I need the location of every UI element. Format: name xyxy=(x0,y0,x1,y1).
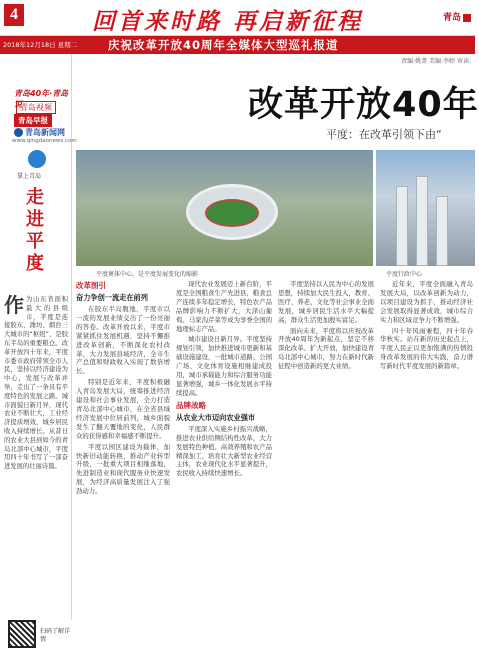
building-shape xyxy=(396,186,408,266)
paragraph: 近年来，平度全面融入青岛发展大局，以改革创新为动力，以项目建设为抓手，推动经济社会发展取得显著成效，城市综合实力和区域竞争力不断增强。 xyxy=(380,280,473,324)
dropcap: 作 xyxy=(4,293,24,317)
section-heading: 品牌战略 xyxy=(176,400,206,410)
left-sidebar xyxy=(0,54,77,643)
top-banner xyxy=(0,0,475,36)
paragraph: 四十年风雨兼程，四十年春华秋实。站在新的历史起点上，平度人民正以更加饱满的热情投身改革发展的伟大实践，奋力谱写新时代平度发展的新篇章。 xyxy=(380,326,473,371)
sidebar-intro-body: 为山东省面积最大的县级市，平度是连接胶东、潍坊、烟台三大城市的“枢纽”，是胶东半岛的重要粮仓。改革开放四十年来，平度市委市政府带领全市人民，坚持以经济建设为中心，发展与改革并举，走出了一条具有平度特色的发展之路。城市面貌日新月异，现代农业不断壮大，工业经济提质增效，城乡居民收入持续增长。从昔日的农业大县到如今的青岛北部中心城市，平度用四十年书写了一部奋进发展的壮丽诗篇。 xyxy=(4,296,68,471)
paragraph: 现代农业发展迈上新台阶，平度是全国粮食生产先进县，粮食总产连续多年稳定增长，特色农产品品牌影响力不断扩大，大泽山葡萄、马家沟芹菜等成为享誉全国的地理标志产品。 xyxy=(176,280,272,333)
red-subbar xyxy=(0,36,475,54)
logo-square-icon xyxy=(463,14,471,22)
news-brand-text: 青岛新闻网 xyxy=(25,128,65,137)
main-headline: 改革开放40年 xyxy=(248,85,479,125)
issue-date: 2018年12月18日 星期二 xyxy=(3,41,78,49)
paragraph: 平度坚持以人民为中心的发展思想，持续加大民生投入，教育、医疗、养老、文化等社会事业全面发展，城乡居民生活水平大幅提高，群众生活更加殷实富足。 xyxy=(278,280,374,324)
banner-logo-text: 青岛 xyxy=(442,13,461,23)
page-number: 4 xyxy=(4,4,24,26)
stadium-field xyxy=(205,199,259,227)
building-shape xyxy=(436,196,448,266)
globe-icon xyxy=(14,128,23,137)
side-photo-caption: 平度行政中心 xyxy=(386,271,423,278)
sidebar-news-brand xyxy=(14,127,65,138)
qr-code-icon[interactable] xyxy=(8,620,36,648)
side-photo xyxy=(376,150,475,266)
paragraph: 平度深入实施乡村振兴战略，推进农业供给侧结构性改革，大力发展特色种植、高效养殖和农产品精深加工，培育壮大新型农业经营主体，农业现代化水平显著提升，农民收入持续快速增长。 xyxy=(176,424,272,478)
banner-logo xyxy=(443,10,471,23)
sidebar-paper-label: 青岛早报 xyxy=(14,114,52,127)
stadium-shape xyxy=(186,184,278,240)
qr-label: 扫码了解详情 xyxy=(40,628,71,643)
paragraph: 城市建设日新月异。平度坚持规划引领，加快推进城市更新和基础设施建设，一批城市道路、公园广场、文化体育设施相继建成投用，城市承载能力和综合服务功能显著增强，城乡一体化发展水平持续提高。 xyxy=(176,335,272,397)
sidebar-news-url: www.qingdaonews.com xyxy=(12,138,77,144)
article-column-1 xyxy=(76,280,170,498)
section-heading: 改革图引 xyxy=(76,281,106,290)
banner-title: 回首来时路 再启新征程 xyxy=(92,8,364,35)
main-photo xyxy=(76,150,373,266)
article-column-4 xyxy=(380,280,473,373)
paragraph: 在胶东半岛腹地，平度市以一流的发展业绩交出了一份亮丽的答卷。改革开放以来，平度市紧紧抓住发展机遇，坚持不懈推进改革创新，不断深化农村改革，大力发展县域经济，全市生产总值和财政收入实现了数倍增长。 xyxy=(76,305,170,376)
paragraph: 面向未来，平度将以庆祝改革开放40周年为新起点，坚定不移深化改革、扩大开放，加快建设青岛北部中心城市，努力在新时代新征程中创造新的更大业绩。 xyxy=(278,326,374,371)
main-photo-caption: 平度奥体中心，是平度发展变化的缩影 xyxy=(96,271,199,278)
sidebar-slogan: 青岛40年·青岛说 xyxy=(14,89,69,109)
editor-credits: 责编:姚菁 美编:李婷 审读: xyxy=(401,58,471,65)
paragraph: 特别是近年来，平度积极融入青岛发展大局，统筹推进经济建设和社会事业发展，全力打造青岛北部中心城市，在全省县域经济发展中位居前列，城乡面貌发生了翻天覆地的变化，人民群众的获得感和幸福感不断提升。 xyxy=(76,378,170,440)
app-emblem-icon xyxy=(28,150,46,168)
sidebar-intro-text xyxy=(4,293,68,472)
paragraph: 平度以园区建设为载体，加快新旧动能转换，推动产业转型升级，一批重大项目相继落地，先进制造业和现代服务业快速发展，为经济高质量发展注入了强劲动力。 xyxy=(76,442,170,496)
sub-headline: 平度：在改革引领下由“ xyxy=(326,128,442,141)
sub-heading: 从农业大市迈向农业强市 xyxy=(176,412,256,422)
sidebar-video-label: 青岛视频 xyxy=(16,101,56,114)
article-column-3 xyxy=(278,280,374,373)
series-title: 庆祝改革开放40周年全媒体大型巡礼报道 xyxy=(108,38,339,52)
sub-heading: 奋力争创一流走在前列 xyxy=(76,293,148,302)
sidebar-vertical-title: 走进平度 xyxy=(26,187,44,274)
article-column-2 xyxy=(176,280,272,480)
building-shape xyxy=(416,176,428,266)
app-emblem-label: 掌上青岛 xyxy=(17,173,42,180)
